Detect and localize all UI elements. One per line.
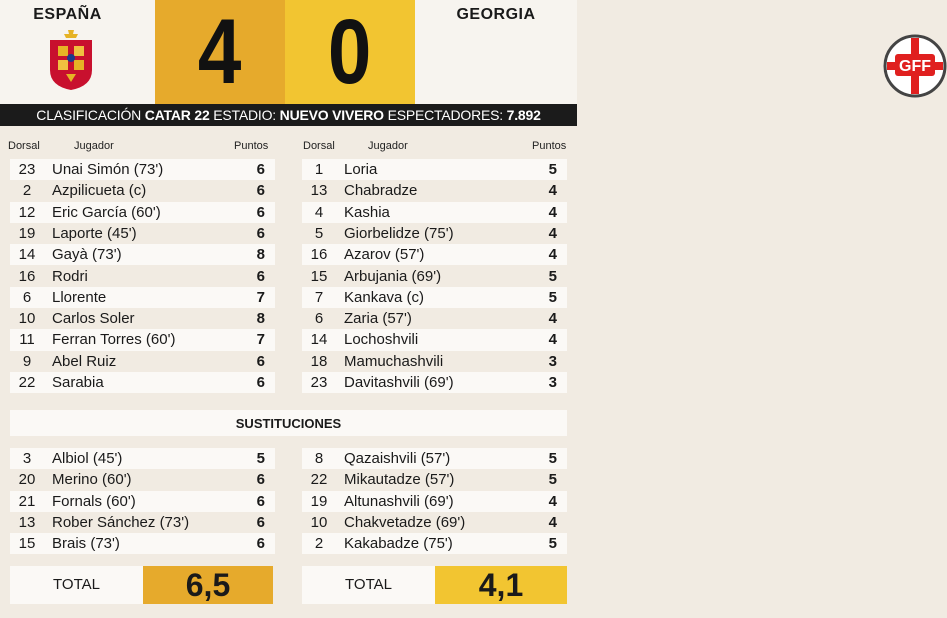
player-row bbox=[10, 533, 275, 554]
player-dorsal: 3 bbox=[22, 450, 32, 467]
player-points: 4 bbox=[548, 246, 557, 264]
player-row bbox=[302, 287, 567, 308]
player-row bbox=[10, 491, 275, 512]
player-name: Davitashvili (69') bbox=[344, 374, 454, 391]
away-total-label: TOTAL bbox=[302, 566, 435, 604]
player-points: 6 bbox=[256, 161, 265, 178]
player-points: 4 bbox=[548, 224, 557, 242]
player-dorsal: 6 bbox=[314, 310, 324, 328]
player-name: Rober Sánchez (73') bbox=[52, 513, 190, 531]
home-score-box bbox=[155, 0, 285, 104]
player-name: Gayà (73') bbox=[52, 246, 122, 264]
player-row bbox=[302, 223, 567, 244]
player-name: Altunashvili (69') bbox=[344, 492, 454, 510]
away-puntos-header: Puntos bbox=[532, 140, 567, 152]
player-dorsal: 19 bbox=[310, 492, 328, 510]
away-team-panel bbox=[415, 0, 931, 104]
away-score-box bbox=[285, 0, 415, 104]
player-points: 4 bbox=[548, 310, 557, 328]
player-name: Carlos Soler bbox=[52, 310, 135, 328]
player-row bbox=[10, 329, 275, 350]
player-dorsal: 16 bbox=[310, 246, 328, 264]
player-row bbox=[302, 512, 567, 533]
classification-label: CLASIFICACIÓN bbox=[36, 107, 142, 123]
player-points: 6 bbox=[256, 513, 265, 531]
player-dorsal: 23 bbox=[310, 374, 328, 391]
home-total-label: TOTAL bbox=[10, 566, 143, 604]
player-dorsal: 18 bbox=[310, 352, 328, 370]
player-dorsal: 6 bbox=[22, 288, 32, 306]
player-name: Fornals (60') bbox=[52, 492, 136, 510]
player-points: 8 bbox=[256, 246, 265, 264]
home-dorsal-header: Dorsal bbox=[8, 140, 40, 152]
home-puntos-header: Puntos bbox=[234, 140, 269, 152]
player-points: 6 bbox=[256, 224, 265, 242]
home-total-value: 6,5 bbox=[143, 566, 273, 604]
player-row bbox=[302, 329, 567, 350]
player-points: 7 bbox=[256, 288, 265, 306]
player-name: Kakabadze (75') bbox=[344, 535, 453, 553]
away-total-value: 4,1 bbox=[435, 566, 567, 604]
player-points: 6 bbox=[256, 182, 265, 200]
player-points: 5 bbox=[548, 267, 557, 285]
player-row bbox=[302, 180, 567, 201]
player-name: Abel Ruiz bbox=[52, 352, 117, 370]
player-row bbox=[302, 266, 567, 287]
away-team-name: GEORGIA bbox=[456, 6, 536, 23]
player-name: Mamuchashvili bbox=[344, 352, 444, 370]
player-points: 4 bbox=[548, 331, 557, 349]
player-row bbox=[10, 266, 275, 287]
player-row bbox=[10, 202, 275, 223]
player-points: 5 bbox=[256, 450, 265, 467]
classification-value: CATAR 22 bbox=[144, 107, 210, 123]
player-dorsal: 21 bbox=[18, 492, 36, 510]
player-name: Giorbelidze (75') bbox=[344, 224, 454, 242]
player-row bbox=[302, 308, 567, 329]
player-name: Kankava (c) bbox=[344, 288, 425, 306]
player-row bbox=[302, 159, 567, 180]
player-dorsal: 2 bbox=[22, 182, 32, 200]
player-dorsal: 22 bbox=[18, 374, 36, 391]
player-name: Ferran Torres (60') bbox=[52, 331, 176, 349]
player-row bbox=[302, 491, 567, 512]
player-dorsal: 14 bbox=[18, 246, 36, 264]
player-dorsal: 20 bbox=[18, 471, 36, 489]
player-name: Lochoshvili bbox=[344, 331, 419, 349]
player-name: Llorente bbox=[52, 288, 107, 306]
home-team-panel bbox=[0, 0, 155, 104]
player-dorsal: 15 bbox=[18, 535, 36, 553]
home-jugador-header: Jugador bbox=[74, 140, 114, 152]
player-row bbox=[302, 372, 567, 393]
player-points: 7 bbox=[256, 331, 265, 349]
player-row bbox=[10, 448, 275, 469]
player-dorsal: 16 bbox=[18, 267, 36, 285]
player-dorsal: 10 bbox=[18, 310, 36, 328]
georgia-crest-icon bbox=[883, 34, 947, 98]
player-points: 4 bbox=[548, 182, 557, 200]
player-name: Mikautadze (57') bbox=[344, 471, 455, 489]
player-row bbox=[302, 533, 567, 554]
player-name: Chabradze bbox=[344, 182, 418, 200]
player-dorsal: 4 bbox=[314, 203, 324, 221]
player-name: Albiol (45') bbox=[52, 450, 123, 467]
player-name: Azpilicueta (c) bbox=[52, 182, 147, 200]
player-dorsal: 5 bbox=[314, 224, 324, 242]
player-points: 6 bbox=[256, 203, 265, 221]
player-dorsal: 9 bbox=[22, 352, 32, 370]
player-row bbox=[302, 469, 567, 490]
spectators-value: 7.892 bbox=[506, 107, 541, 123]
player-row bbox=[302, 244, 567, 265]
away-dorsal-header: Dorsal bbox=[303, 140, 335, 152]
player-name: Azarov (57') bbox=[344, 246, 425, 264]
player-row bbox=[10, 308, 275, 329]
player-dorsal: 11 bbox=[19, 331, 35, 349]
player-name: Eric García (60') bbox=[52, 203, 161, 221]
player-points: 6 bbox=[256, 535, 265, 553]
player-row bbox=[302, 448, 567, 469]
player-points: 5 bbox=[548, 450, 557, 467]
player-dorsal: 15 bbox=[310, 267, 328, 285]
player-name: Loria bbox=[344, 161, 378, 178]
player-name: Qazaishvili (57') bbox=[344, 450, 451, 467]
player-dorsal: 19 bbox=[18, 224, 36, 242]
player-row bbox=[10, 180, 275, 201]
player-points: 3 bbox=[548, 352, 557, 370]
player-row bbox=[10, 351, 275, 372]
home-team-name: ESPAÑA bbox=[33, 6, 102, 23]
player-dorsal: 13 bbox=[310, 182, 328, 200]
player-points: 5 bbox=[548, 161, 557, 178]
player-dorsal: 1 bbox=[314, 161, 324, 178]
player-name: Sarabia bbox=[52, 374, 104, 391]
player-points: 4 bbox=[548, 513, 557, 531]
player-dorsal: 7 bbox=[314, 288, 324, 306]
stadium-label: ESTADIO: bbox=[213, 107, 276, 123]
player-row bbox=[10, 159, 275, 180]
player-name: Brais (73') bbox=[52, 535, 120, 553]
player-points: 6 bbox=[256, 352, 265, 370]
away-score: 0 bbox=[328, 1, 372, 103]
match-info-bar bbox=[0, 104, 577, 126]
player-name: Laporte (45') bbox=[52, 224, 137, 242]
away-jugador-header: Jugador bbox=[368, 140, 408, 152]
player-points: 5 bbox=[548, 471, 557, 489]
player-points: 4 bbox=[548, 492, 557, 510]
player-name: Unai Simón (73') bbox=[52, 161, 164, 178]
subs-title: SUSTITUCIONES bbox=[235, 416, 342, 431]
player-points: 6 bbox=[256, 492, 265, 510]
player-name: Merino (60') bbox=[52, 471, 132, 489]
player-points: 6 bbox=[256, 267, 265, 285]
player-points: 6 bbox=[256, 374, 265, 391]
player-points: 8 bbox=[256, 310, 265, 328]
player-dorsal: 2 bbox=[314, 535, 324, 553]
home-score: 4 bbox=[198, 1, 242, 103]
player-row bbox=[302, 351, 567, 372]
player-dorsal: 8 bbox=[314, 450, 324, 467]
player-name: Arbujania (69') bbox=[344, 267, 442, 285]
player-points: 5 bbox=[548, 535, 557, 553]
player-row bbox=[10, 469, 275, 490]
player-points: 6 bbox=[256, 471, 265, 489]
player-name: Zaria (57') bbox=[344, 310, 412, 328]
player-row bbox=[10, 244, 275, 265]
player-dorsal: 13 bbox=[18, 513, 36, 531]
player-dorsal: 23 bbox=[18, 161, 36, 178]
spain-crest-icon bbox=[46, 28, 96, 92]
georgia-crest-text: GFF bbox=[899, 58, 931, 75]
player-dorsal: 10 bbox=[310, 513, 328, 531]
player-points: 4 bbox=[548, 203, 557, 221]
player-points: 5 bbox=[548, 288, 557, 306]
player-dorsal: 22 bbox=[310, 471, 328, 489]
player-name: Kashia bbox=[344, 203, 390, 221]
player-row bbox=[10, 512, 275, 533]
player-points: 3 bbox=[548, 374, 557, 391]
player-row bbox=[10, 223, 275, 244]
player-name: Chakvetadze (69') bbox=[344, 513, 466, 531]
match-header bbox=[0, 0, 931, 104]
player-dorsal: 14 bbox=[310, 331, 328, 349]
spectators-label: ESPECTADORES: bbox=[387, 107, 503, 123]
player-name: Rodri bbox=[52, 267, 88, 285]
player-row bbox=[10, 287, 275, 308]
stadium-value: NUEVO VIVERO bbox=[279, 107, 384, 123]
player-dorsal: 12 bbox=[18, 203, 36, 221]
player-row bbox=[302, 202, 567, 223]
player-row bbox=[10, 372, 275, 393]
